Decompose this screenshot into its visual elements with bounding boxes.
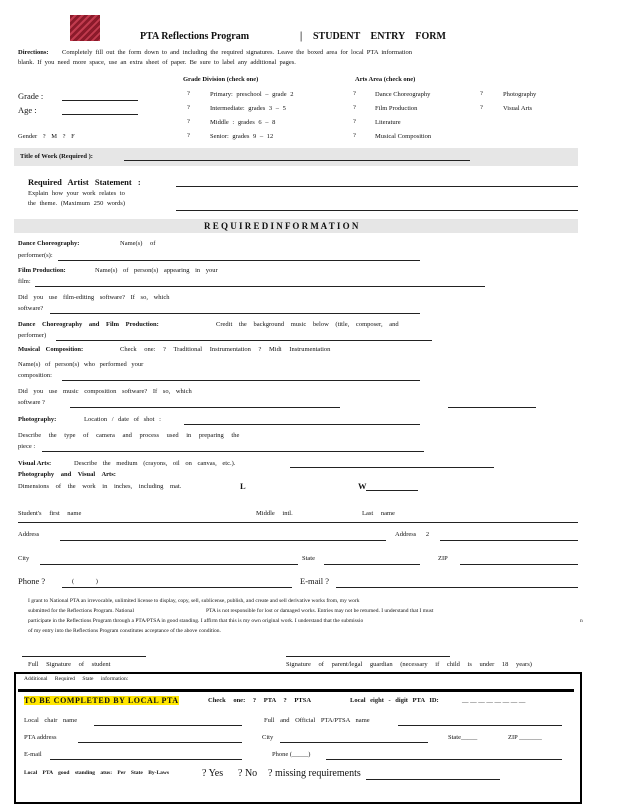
local-email-field[interactable]	[50, 759, 242, 760]
last-name-label: Last name	[362, 510, 395, 517]
title-of-work-label: Title of Work (Required ):	[20, 153, 93, 160]
music-question: Did you use music composition software? If so, which	[18, 388, 192, 395]
phone-field[interactable]	[62, 587, 292, 588]
artist-statement-heading: Required Artist Statement :	[28, 177, 141, 187]
grade-option-label: Primary: preschool – grade 2	[210, 91, 294, 98]
form-title: STUDENT ENTRY FORM	[313, 31, 446, 42]
title-of-work-row	[14, 148, 578, 166]
age-field[interactable]	[62, 114, 138, 115]
arts-option-checkbox[interactable]: ?	[480, 90, 483, 97]
music-credit-field[interactable]	[56, 340, 432, 341]
city-label: City	[18, 555, 30, 562]
arts-option-checkbox[interactable]: ?	[353, 104, 356, 111]
film-question: Did you use film-editing software? If so, which	[18, 294, 170, 301]
program-title: PTA Reflections Program	[140, 31, 250, 42]
directions-line-2: blank. If you need more space, use an extra sheet of paper. Be sure to label any additional pages.	[18, 59, 296, 66]
local-phone-label: Phone (_____)	[272, 751, 311, 758]
address-field[interactable]	[60, 540, 386, 541]
student-signature-field[interactable]	[22, 656, 146, 657]
arts-option-label: Musical Composition	[375, 133, 432, 140]
local-id-label: Local eight - digit PTA ID:	[350, 697, 439, 704]
license-line-3-end: n	[580, 618, 583, 624]
grade-option-checkbox[interactable]: ?	[187, 90, 190, 97]
music-names-2: composition:	[18, 372, 52, 379]
directions-line-1: Completely fill out the form down to and including the required signatures. Leave the boxed area for local PTA information	[62, 49, 413, 56]
pta-logo	[70, 15, 100, 41]
local-phone-field[interactable]	[326, 759, 562, 760]
grade-option-checkbox[interactable]: ?	[187, 104, 190, 111]
arts-option-label: Dance Choreography	[375, 91, 431, 98]
pv-length-label: L	[240, 481, 246, 491]
film-question-2: software?	[18, 305, 44, 312]
artist-statement-field[interactable]	[176, 186, 578, 187]
additional-state-info: Additional Required State information:	[24, 676, 129, 682]
arts-option-checkbox[interactable]: ?	[353, 118, 356, 125]
local-email-label: E-mail	[24, 751, 42, 758]
chair-name-field[interactable]	[94, 725, 242, 726]
photo-process-field[interactable]	[42, 451, 424, 452]
photo-label: Photography:	[18, 416, 57, 423]
parent-signature-field[interactable]	[286, 656, 450, 657]
good-standing-label: Local PTA good standing atus: Per State By-Laws	[24, 770, 169, 776]
visual-medium-field[interactable]	[290, 467, 494, 468]
city-field[interactable]	[40, 564, 298, 565]
dance-text: Name(s) of	[120, 240, 156, 247]
directions-label: Directions:	[18, 49, 49, 56]
arts-option-label: Literature	[375, 119, 401, 126]
chair-name-label: Local chair name	[24, 717, 78, 724]
music-check[interactable]: Check one: ? Traditional Instrumentation ? Midi Instrumentation	[120, 346, 331, 353]
film-label: Film Production:	[18, 267, 66, 274]
artist-statement-line-2: the theme. (Maximum 250 words)	[28, 200, 125, 207]
required-info-heading: R E Q U I R E D I N F O R M A T I O N	[204, 221, 359, 231]
dance-film-label: Dance Choreography and Film Production:	[18, 321, 159, 328]
grade-option-checkbox[interactable]: ?	[187, 118, 190, 125]
standing-yes[interactable]: ? Yes	[202, 768, 224, 779]
pv-text: Dimensions of the work in inches, including mat.	[18, 483, 182, 490]
license-line-2b: PTA is not responsible for lost or damaged works. Entries may not be returned. I understand that I must	[206, 608, 434, 614]
music-label: Musical Composition:	[18, 346, 84, 353]
local-divider	[18, 689, 574, 692]
music-performers-field[interactable]	[62, 380, 420, 381]
dance-label: Dance Choreography:	[18, 240, 80, 247]
address-2-field[interactable]	[440, 540, 578, 541]
visual-label: Visual Arts:	[18, 460, 52, 467]
music-software-field[interactable]	[70, 407, 340, 408]
local-state-field[interactable]: State_____	[448, 734, 478, 741]
state-label: State	[302, 555, 315, 562]
pv-width-label: W	[358, 481, 367, 491]
local-pta-banner: TO BE COMPLETED BY LOCAL PTA	[24, 696, 179, 705]
phone-label: Phone ?	[18, 576, 46, 586]
film-persons-field[interactable]	[35, 286, 485, 287]
license-line-1: I grant to National PTA an irrevocable, unlimited license to display, copy, sell, sublicense, publish, and create and sell derivative works from, my work	[28, 598, 360, 604]
standing-missing[interactable]: ? missing requirements	[268, 768, 361, 779]
license-line-4: of my entry into the Reflections Program constitutes acceptance of the above condition.	[28, 628, 221, 634]
pv-width-field[interactable]	[366, 490, 418, 491]
grade-field[interactable]	[62, 100, 138, 101]
local-city-field[interactable]	[280, 742, 428, 743]
license-line-3: participate in the Reflections Program through a PTA/PTSA in good standing. I affirm that this is my own original work. I understand that the submissio	[28, 618, 364, 624]
standing-no[interactable]: ? No	[238, 768, 258, 779]
dance-film-text-2: performer)	[18, 332, 47, 339]
age-label: Age :	[18, 105, 37, 115]
zip-label: ZIP	[438, 555, 448, 562]
arts-option-label: Film Production	[375, 105, 418, 112]
dance-film-text: Credit the background music below (title, composer, and	[216, 321, 399, 328]
email-label: E-mail ?	[300, 576, 330, 586]
phone-area-code[interactable]: ( )	[72, 578, 98, 585]
film-software-field[interactable]	[50, 313, 420, 314]
address-2-label: Address 2	[395, 531, 430, 538]
pta-address-label: PTA address	[24, 734, 57, 741]
pta-address-field[interactable]	[78, 742, 242, 743]
grade-option-label: Intermediate: grades 3 – 5	[210, 105, 286, 112]
address-label: Address	[18, 531, 40, 538]
title-divider: |	[300, 31, 303, 42]
dance-text-2: performer(s):	[18, 252, 53, 259]
arts-option-checkbox[interactable]: ?	[480, 104, 483, 111]
photo-location-field[interactable]	[184, 424, 420, 425]
parent-signature-label: Signature of parent/legal guardian (necessary if child is under 18 years)	[286, 661, 532, 668]
first-name-label: Student's first name	[18, 510, 82, 517]
arts-area-title: Arts Area (check one)	[355, 76, 416, 83]
middle-initial-label: Middle intl.	[256, 510, 293, 517]
title-of-work-field[interactable]	[124, 160, 470, 161]
grade-option-label: Middle : grades 6 – 8	[210, 119, 276, 126]
pv-label: Photography and Visual Arts:	[18, 471, 116, 478]
artist-statement-line-1: Explain how your work relates to	[28, 190, 125, 197]
visual-text: Describe the medium (crayons, oil on canvas, etc.).	[74, 460, 236, 467]
pta-type-check[interactable]: Check one: ? PTA ? PTSA	[208, 697, 312, 704]
grade-division-title: Grade Division (check one)	[183, 76, 259, 83]
artist-statement-field-2[interactable]	[176, 210, 578, 211]
arts-option-label: Photography	[503, 91, 537, 98]
arts-option-label: Visual Arts	[503, 105, 533, 112]
dance-performers-field[interactable]	[58, 260, 420, 261]
name-field[interactable]	[18, 522, 578, 523]
local-city-label: City	[262, 734, 274, 741]
zip-field[interactable]	[460, 564, 578, 565]
photo-text: Location / date of shot :	[84, 416, 161, 423]
local-zip-field[interactable]: ZIP _______	[508, 734, 542, 741]
film-text-2: film:	[18, 278, 31, 285]
gender-field[interactable]: Gender ? M ? F	[18, 133, 75, 140]
missing-requirements-field[interactable]	[366, 779, 500, 780]
student-signature-label: Full Signature of student	[28, 661, 111, 668]
film-text: Name(s) of person(s) appearing in your	[95, 267, 218, 274]
grade-option-label: Senior: grades 9 – 12	[210, 133, 274, 140]
local-id-field[interactable]: __ __ __ __ __ __ __ __	[462, 697, 526, 704]
photo-description-2: piece :	[18, 443, 36, 450]
email-field[interactable]	[336, 587, 578, 588]
license-line-2a: submitted for the Reflections Program. National	[28, 608, 135, 614]
grade-label: Grade :	[18, 91, 44, 101]
state-field[interactable]	[324, 564, 420, 565]
music-software-field-2[interactable]	[448, 407, 536, 408]
arts-option-checkbox[interactable]: ?	[353, 90, 356, 97]
official-name-field[interactable]	[398, 725, 562, 726]
arts-option-checkbox[interactable]: ?	[353, 132, 356, 139]
grade-option-checkbox[interactable]: ?	[187, 132, 190, 139]
music-question-2: software ?	[18, 399, 45, 406]
photo-description: Describe the type of camera and process used in preparing the	[18, 432, 240, 439]
official-name-label: Full and Official PTA/PTSA name	[264, 717, 370, 724]
music-names: Name(s) of person(s) who performed your	[18, 361, 144, 368]
